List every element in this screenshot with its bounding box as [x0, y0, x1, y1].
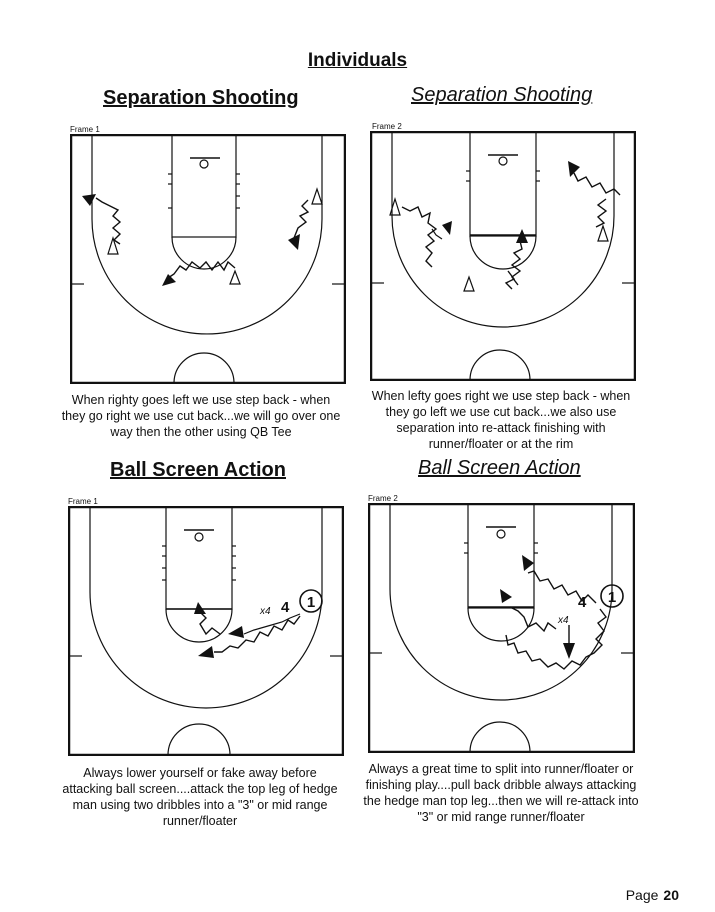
caption-line: Always lower yourself or fake away before — [83, 766, 317, 780]
section-title-ball-screen-right: Ball Screen Action — [418, 457, 581, 479]
court-diagram-separation-frame-1 — [70, 134, 346, 384]
caption-line: Always a great time to split into runner/floater or — [368, 762, 634, 776]
caption-line: they go left we use cut back...we also use — [385, 405, 617, 419]
three-point-line — [392, 132, 614, 327]
caption-line: runner/floater or at the rim — [428, 437, 574, 451]
dribble-path — [510, 607, 556, 631]
rim — [195, 533, 203, 541]
caption-line: they go right we use cut back...we will go over one — [61, 409, 341, 423]
caption-line: runner/floater — [162, 814, 238, 828]
lane — [470, 132, 536, 236]
caption-separation-frame-1 — [50, 392, 352, 440]
court-boundary — [71, 135, 345, 383]
caption-separation-frame-2 — [356, 388, 646, 452]
dribble-path — [168, 262, 235, 278]
frame-label: Frame 2 — [368, 494, 398, 503]
frame-label: Frame 1 — [70, 125, 100, 134]
free-throw-arc — [468, 608, 534, 641]
dribble-path — [574, 173, 620, 195]
three-point-line — [92, 135, 322, 334]
arrow-head-icon — [82, 194, 96, 206]
arrow-head-icon — [194, 602, 206, 614]
caption-line: "3" or mid range runner/floater — [417, 810, 585, 824]
caption-line: attacking ball screen....attack the top leg of hedge — [62, 782, 338, 796]
caption-line: finishing play....pull back dribble always attacking — [365, 778, 637, 792]
section-title-separation-left: Separation Shooting — [103, 87, 299, 109]
cone-icon — [312, 189, 322, 204]
caption-ball-screen-frame-1 — [46, 765, 354, 829]
screener-label: 4 — [281, 599, 290, 616]
player-label: 1 — [607, 589, 617, 606]
court-boundary — [369, 504, 634, 752]
arrow-head-icon — [568, 161, 580, 177]
court-boundary — [371, 132, 635, 380]
page-number-value: 20 — [663, 887, 679, 903]
arrow-head-icon — [442, 221, 452, 235]
cone-icon — [464, 277, 474, 291]
page-number — [626, 887, 679, 903]
court-diagram-ball-screen-frame-1 — [68, 506, 344, 756]
center-circle — [168, 724, 230, 755]
dribble-path — [200, 612, 220, 634]
screener-label: 4 — [578, 594, 587, 611]
dribble-path — [294, 200, 308, 238]
arrow-head-icon — [228, 626, 244, 638]
dribble-path — [402, 207, 436, 267]
frame-label: Frame 1 — [68, 497, 98, 506]
section-title-separation-right: Separation Shooting — [411, 84, 593, 106]
caption-line: When lefty goes right we use step back - when — [371, 389, 631, 403]
arrow-head-icon — [198, 646, 214, 658]
section-title-ball-screen-left: Ball Screen Action — [110, 459, 286, 481]
cone-icon — [108, 238, 118, 254]
caption-line: man using two dribbles into a "3" or mid range — [72, 798, 328, 812]
lane — [166, 507, 232, 609]
caption-ball-screen-frame-2 — [350, 761, 652, 825]
dribble-path — [214, 616, 300, 652]
dribble-path — [596, 199, 606, 227]
caption-line: When righty goes left we use step back - when — [71, 393, 331, 407]
lane — [172, 135, 236, 237]
defender-label: x4 — [558, 615, 569, 626]
arrow-head-icon — [563, 643, 575, 659]
frame-label: Frame 2 — [372, 122, 402, 131]
dribble-path — [506, 609, 606, 669]
page-title: Individuals — [307, 50, 408, 71]
cone-icon — [598, 226, 608, 241]
court-diagram-ball-screen-frame-2 — [368, 503, 635, 753]
center-circle — [470, 722, 530, 752]
player-label: 1 — [306, 594, 316, 611]
rim — [497, 530, 505, 538]
page-label: Page — [625, 887, 659, 903]
center-circle — [174, 353, 234, 383]
arrow-head-icon — [500, 589, 512, 603]
court-diagram-separation-frame-2 — [370, 131, 636, 381]
caption-line: the hedge man top leg...then we will re-attack into — [363, 794, 639, 808]
arrow-head-icon — [162, 274, 176, 286]
rim — [200, 160, 208, 168]
cone-icon — [230, 271, 240, 284]
defender-label: x4 — [260, 606, 271, 617]
arrow-head-icon — [522, 555, 534, 571]
dribble-path — [96, 198, 120, 244]
rim — [499, 157, 507, 165]
center-circle — [470, 350, 530, 380]
caption-line: way then the other using QB Tee — [110, 425, 292, 439]
court-boundary — [69, 507, 343, 755]
caption-line: separation into re-attack finishing with — [396, 421, 606, 435]
